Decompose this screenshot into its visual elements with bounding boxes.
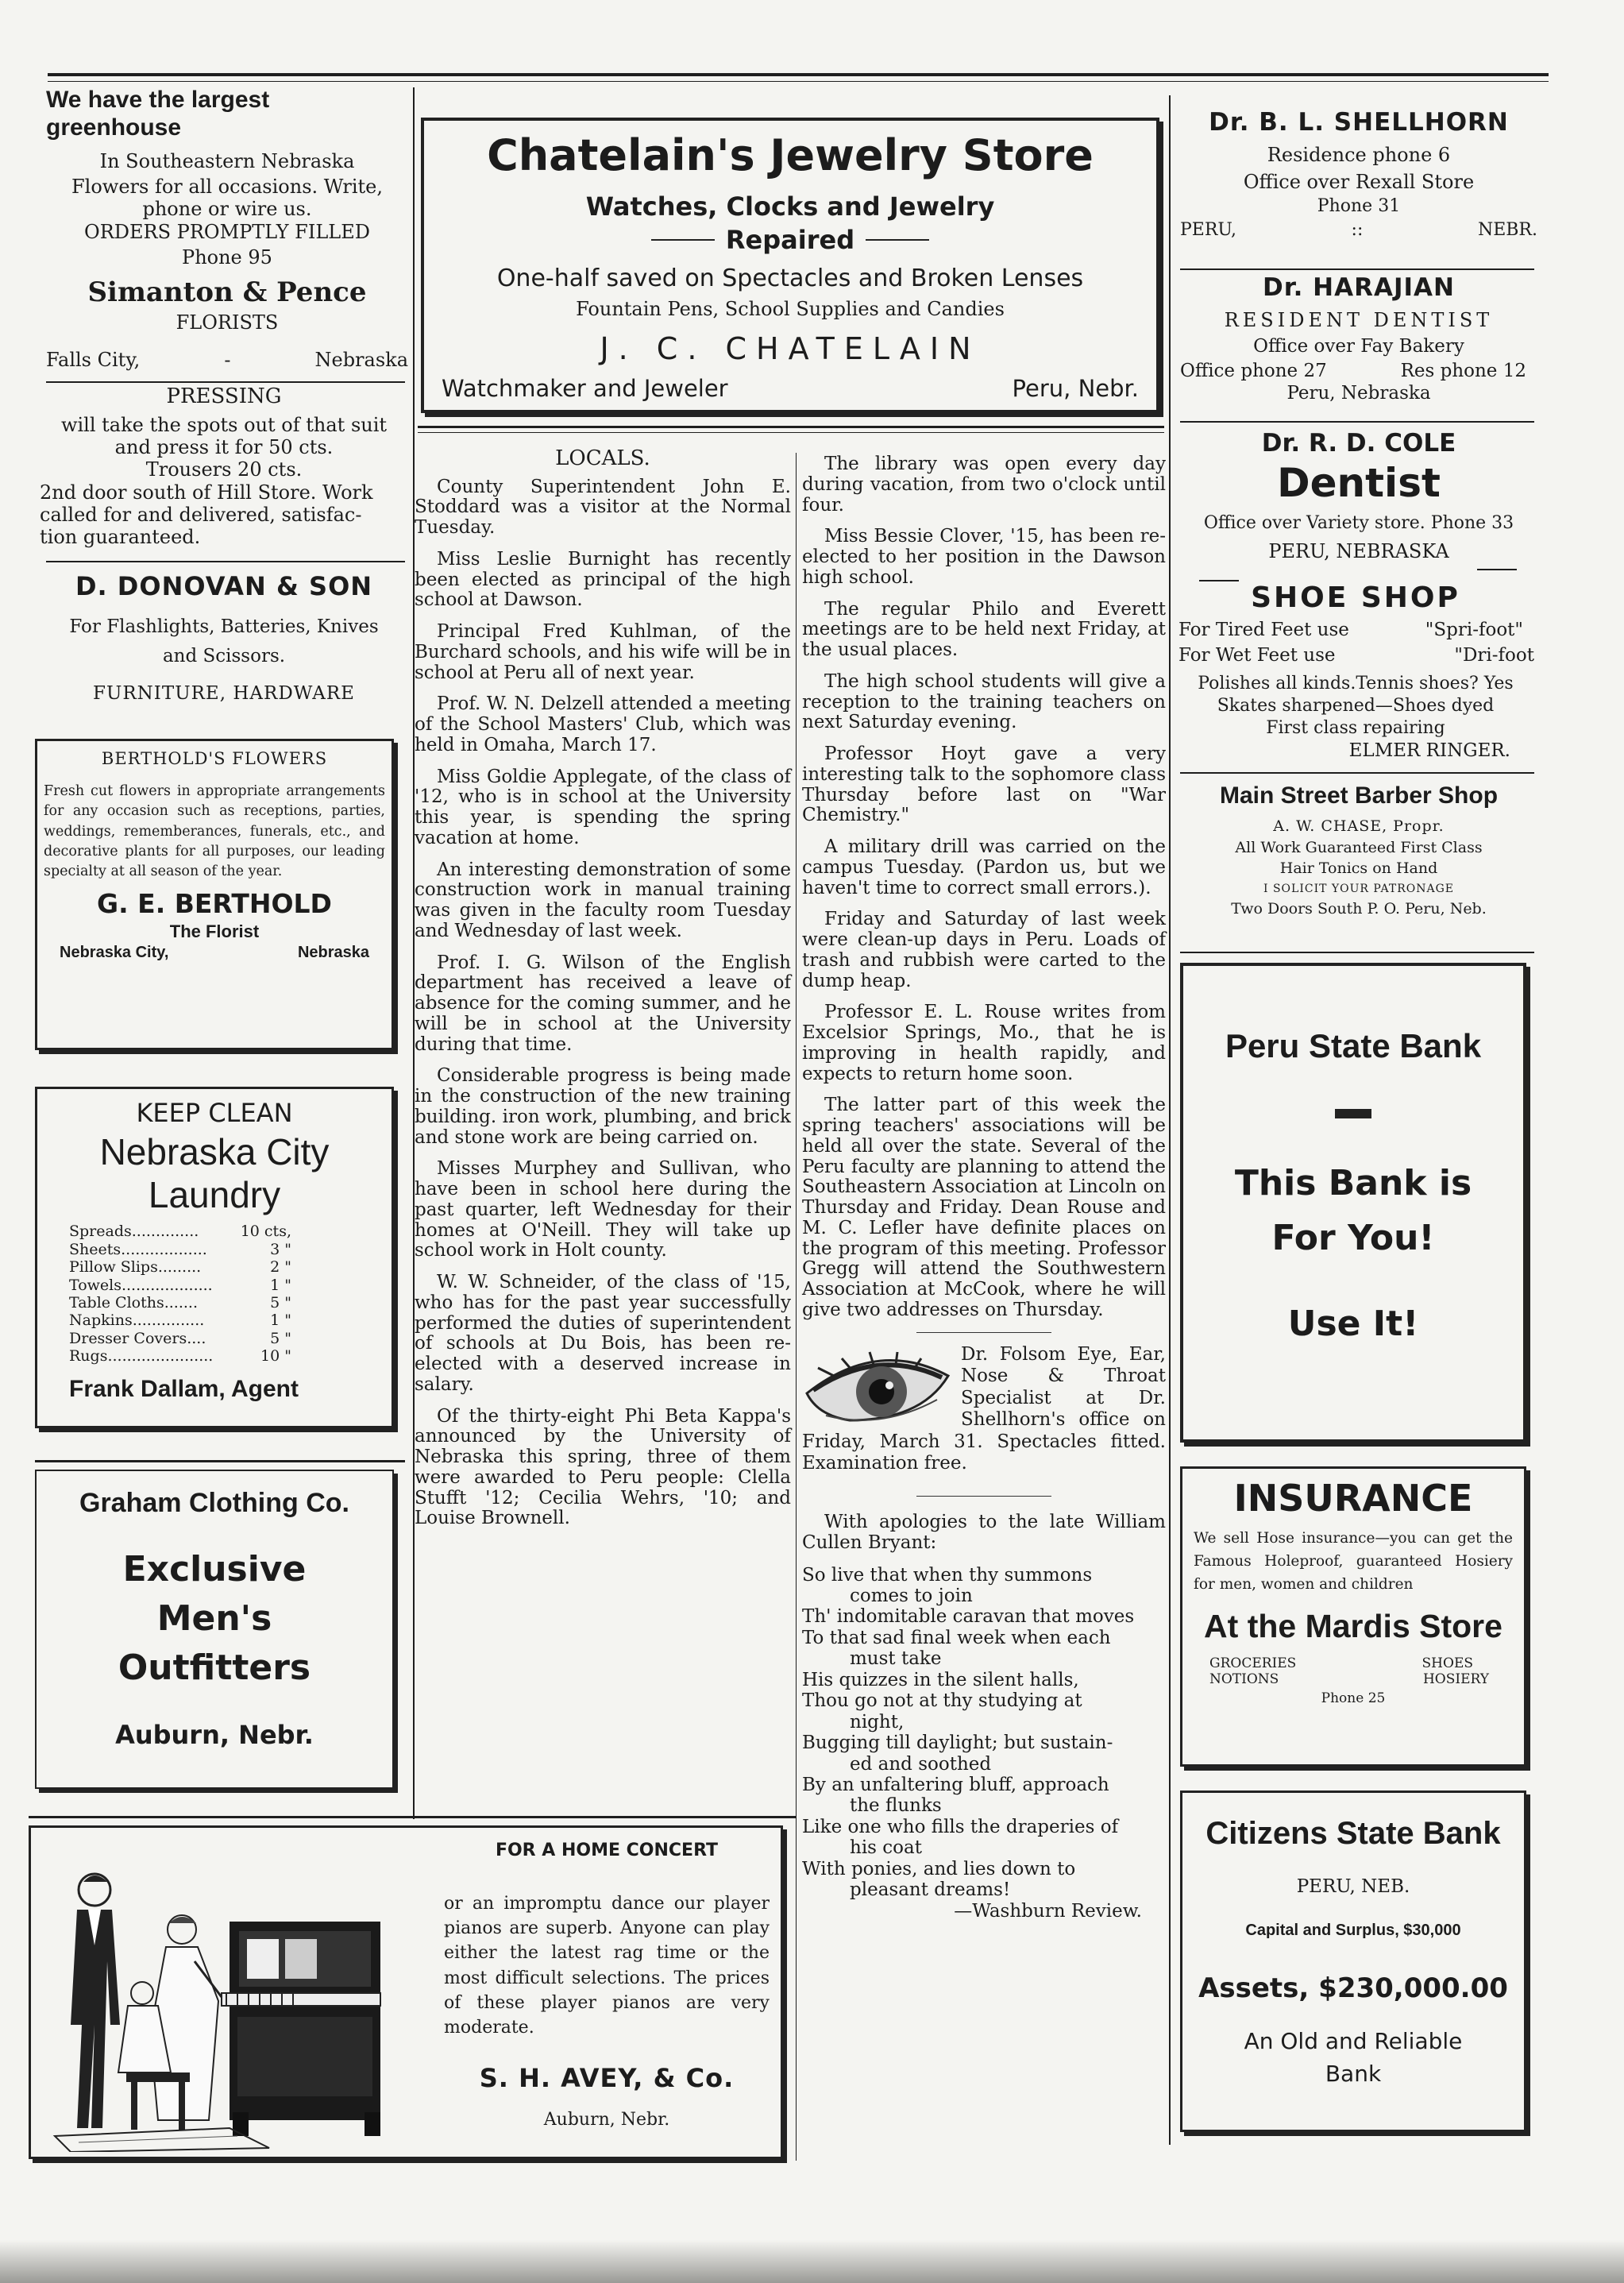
- harajian-res-phone: Res phone 12: [1400, 361, 1526, 382]
- laundry-item-label: Pillow Slips.........: [69, 1258, 202, 1277]
- harajian-role: RESIDENT DENTIST: [1224, 308, 1494, 331]
- concert-town: Auburn, Nebr.: [543, 2110, 670, 2130]
- folsom-text: Dr. Folsom Eye, Ear, Nose & Throat Specialist at Dr. Shellhorn's office on Friday, March 31. Spectacles fitted. Examination free.: [802, 1343, 1166, 1474]
- graham-ad: [35, 1470, 394, 1789]
- peru-bank-line: For You!: [1271, 1218, 1435, 1259]
- poem-divider: [916, 1496, 1051, 1497]
- chatelain-line: Fountain Pens, School Supplies and Candies: [576, 297, 1005, 320]
- concert-title: FOR A HOME CONCERT: [495, 1841, 719, 1860]
- berthold-body: Fresh cut flowers in appropriate arrangements for any occasion such as receptions, parties, weddings, rememberances, funerals, etc., and decorative plants for all purposes, our leading specialty at all season of the year.: [44, 782, 385, 880]
- laundry-item-label: Towels...................: [69, 1276, 213, 1294]
- locals-col-1: [415, 446, 791, 1540]
- insurance-item: NOTIONS: [1209, 1671, 1279, 1687]
- poem-line: his coat: [850, 1837, 922, 1859]
- poem-line: With ponies, and lies down to: [802, 1858, 1076, 1879]
- laundry-item-price: 1 ": [270, 1276, 291, 1294]
- insurance-item: GROCERIES: [1209, 1655, 1297, 1671]
- harajian-office-phone: Office phone 27: [1180, 361, 1327, 382]
- poem-line: night,: [850, 1711, 905, 1733]
- local-item: Misses Murphey and Sullivan, who have been in school here during the past quarter, left Wednesday for their homes at O'Neill. They will take up school work in Holt county.: [415, 1158, 791, 1261]
- greenhouse-firm: Simanton & Pence: [87, 276, 367, 309]
- eye-icon: [802, 1344, 953, 1431]
- poem-line: Like one who fills the draperies of: [802, 1816, 1119, 1837]
- poem-line: pleasant dreams!: [850, 1879, 1011, 1901]
- poem-line: By an unfaltering bluff, approach: [802, 1774, 1109, 1795]
- poem-credit: —Washburn Review.: [954, 1900, 1142, 1922]
- insurance-item: SHOES: [1421, 1655, 1473, 1671]
- chatelain-sub: Watches, Clocks and Jewelry: [585, 191, 995, 222]
- chatelain-title: Chatelain's Jewelry Store: [487, 130, 1094, 180]
- shoe-shop-title: SHOE SHOP: [1251, 581, 1460, 614]
- laundry-item-label: Rugs......................: [69, 1347, 214, 1366]
- poem: [802, 1565, 1166, 1922]
- pressing-line: and press it for 50 cts.: [114, 435, 334, 458]
- shellhorn-sep: ::: [1351, 220, 1364, 241]
- local-item: County Superintendent John E. Stoddard was a visitor at the Normal Tuesday.: [415, 476, 791, 539]
- shoe-shop-ad: [1177, 581, 1534, 762]
- berthold-town: Nebraska City,: [60, 943, 169, 961]
- piano-illustration: [39, 1834, 388, 2152]
- local-item: Miss Leslie Burnight has recently been elected as principal of the high school at Dawson.: [415, 548, 791, 611]
- local-item: Miss Goldie Applegate, of the class of '12, who is in school at the University this year, is spending the spring vacation at home.: [415, 766, 791, 848]
- citizens-bank-name: Citizens State Bank: [1205, 1816, 1501, 1851]
- poem-intro: With apologies to the late William Cullen Bryant:: [802, 1512, 1166, 1553]
- shellhorn-name: Dr. B. L. SHELLHORN: [1209, 108, 1509, 137]
- greenhouse-line: phone or wire us.: [142, 198, 312, 221]
- left-divider: [46, 561, 405, 562]
- berthold-state: Nebraska: [297, 943, 369, 961]
- local-item: Of the thirty-eight Phi Beta Kappa's announced by the University of Nebraska this spring, three of them were awarded to Peru people: Clella Stufft '12; Cecilia Wehrs, '10; and Louise Brownell.: [415, 1405, 791, 1529]
- right-column-divider: [1169, 95, 1171, 2145]
- berthold-ad: [35, 739, 394, 1050]
- locals-heading: LOCALS.: [555, 446, 650, 470]
- laundry-item-label: Spreads..............: [69, 1223, 199, 1241]
- barber-line: I SOLICIT YOUR PATRONAGE: [1263, 882, 1454, 895]
- insurance-body: We sell Hose insurance—you can get the Famous Holeproof, guaranteed Hosiery for men, women and children: [1194, 1530, 1513, 1593]
- shoe-product: "Spri-foot": [1425, 620, 1523, 641]
- laundry-name: Laundry: [148, 1174, 281, 1216]
- cole-town: PERU, NEBRASKA: [1268, 539, 1449, 562]
- laundry-item-price: 3 ": [270, 1240, 291, 1258]
- citizens-bank-line: Bank: [1325, 2061, 1382, 2088]
- top-rule-thin: [48, 81, 1549, 82]
- peru-bank-ad: [1180, 963, 1526, 1443]
- insurance-phone: Phone 25: [1321, 1690, 1386, 1706]
- shoe-line: For Wet Feet use: [1178, 645, 1336, 666]
- laundry-item-price: 1 ": [270, 1311, 291, 1330]
- insurance-store: At the Mardis Store: [1204, 1608, 1502, 1645]
- peru-bank-line: Use It!: [1287, 1304, 1419, 1345]
- local-item: The latter part of this week the spring teachers' associations will be held all over the state. Several of the Peru faculty are planning to attend the Southeastern Association at Lincoln on Thursday and Friday. Dean Rouse and M. C. Lefler have definite places on the program of this meeting. Professor Gregg will attend the Southwestern Association at McCook, where he will give two addresses on Thursday.: [802, 1095, 1166, 1320]
- donovan-line: and Scissors.: [162, 645, 286, 666]
- chatelain-town: Peru, Nebr.: [1012, 375, 1139, 402]
- rule-dash: [651, 239, 715, 241]
- barber-line: Two Doors South P. O. Peru, Neb.: [1231, 900, 1487, 918]
- top-rule: [48, 73, 1549, 76]
- greenhouse-line: ORDERS PROMPTLY FILLED: [84, 220, 370, 243]
- shellhorn-line: Residence phone 6: [1267, 143, 1451, 166]
- pressing-title: PRESSING: [166, 384, 282, 408]
- shoe-line: Polishes all kinds.Tennis shoes? Yes: [1198, 674, 1514, 694]
- laundry-item-price: 5 ": [270, 1293, 291, 1311]
- harajian-town: Peru, Nebraska: [1286, 383, 1431, 404]
- folsom-divider: [916, 1332, 1051, 1333]
- citizens-bank-ad: [1180, 1790, 1526, 2132]
- chatelain-underline-thin: [418, 432, 1164, 433]
- local-item: Friday and Saturday of last week were clean-up days in Peru. Loads of trash and rubbish were carted to the dump heap.: [802, 909, 1166, 991]
- concert-body: or an impromptu dance our player pianos are superb. Anyone can play either the latest rag time or the most difficult selections. The prices of these player pianos are very moderate.: [444, 1893, 770, 2038]
- local-item: Considerable progress is being made in the construction of the new training building. iron work, plumbing, and brick and stone work are being carried on.: [415, 1065, 791, 1148]
- folsom-ad: [802, 1344, 1166, 1476]
- graham-town: Auburn, Nebr.: [115, 1719, 314, 1750]
- citizens-bank-assets: Assets, $230,000.00: [1198, 1972, 1508, 2004]
- shoe-owner: ELMER RINGER.: [1348, 740, 1510, 762]
- greenhouse-line: Phone 95: [182, 246, 272, 269]
- laundry-item-price: 10 cts,: [240, 1223, 291, 1241]
- locals-column-divider: [796, 453, 797, 2161]
- peru-bank-name: Peru State Bank: [1225, 1027, 1482, 1064]
- shoe-line: First class repairing: [1266, 718, 1445, 739]
- barber-ad: [1180, 782, 1537, 918]
- right-divider: [1180, 421, 1534, 423]
- concert-ad: [29, 1825, 783, 2159]
- insurance-title: INSURANCE: [1233, 1477, 1473, 1520]
- poem-line: Thou go not at thy studying at: [802, 1690, 1082, 1712]
- laundry-price-list: [69, 1223, 291, 1365]
- greenhouse-state: Nebraska: [314, 348, 408, 371]
- local-item: Professor E. L. Rouse writes from Excelsior Springs, Mo., that he is improving in health rapidly, and expects to return home soon.: [802, 1002, 1166, 1084]
- local-item: Professor Hoyt gave a very interesting talk to the sophomore class Thursday before last on "War Chemistry.": [802, 744, 1166, 826]
- cole-line: Office over Variety store. Phone 33: [1203, 512, 1514, 533]
- page-bottom-edge: [0, 2240, 1624, 2283]
- peru-bank-line: This Bank is: [1234, 1162, 1472, 1203]
- poem-line: comes to join: [850, 1586, 973, 1606]
- local-item: An interesting demonstration of some construction work in manual training was given in the faculty room Tuesday and Wednesday of last week.: [415, 859, 791, 941]
- graham-line: Exclusive: [122, 1549, 307, 1590]
- pressing-ad: [40, 384, 408, 549]
- chatelain-name: J. C. CHATELAIN: [600, 331, 981, 367]
- shellhorn-town: PERU,: [1180, 220, 1236, 241]
- local-item: The library was open every day during vacation, from two o'clock until four.: [802, 454, 1166, 516]
- graham-line: Outfitters: [118, 1647, 311, 1688]
- left-divider: [35, 1460, 405, 1462]
- insurance-item: HOSIERY: [1422, 1671, 1489, 1687]
- donovan-line: FURNITURE, HARDWARE: [93, 683, 355, 704]
- greenhouse-ad: We have the largest greenhouse In Southeastern Nebraska Flowers for all occasions. Write, phone or wire us. ORDERS PROMPTLY FILLED Phone 95 Simanton & Pence FLORISTS Falls City, - Nebraska: [46, 87, 408, 371]
- cole-ad: [1180, 429, 1537, 562]
- laundry-kicker: KEEP CLEAN: [136, 1098, 293, 1128]
- concert-top-rule: [29, 1816, 796, 1818]
- donovan-title: D. DONOVAN & SON: [75, 571, 373, 601]
- laundry-item-label: Sheets..................: [69, 1240, 207, 1258]
- shellhorn-line: Office over Rexall Store: [1243, 170, 1475, 193]
- peru-bank-dash: [1335, 1109, 1371, 1118]
- poem-line: Bugging till daylight; but sustain-: [802, 1733, 1113, 1754]
- local-item: The high school students will give a reception to the training teachers on next Saturday evening.: [802, 670, 1166, 733]
- laundry-item-label: Napkins...............: [69, 1311, 205, 1330]
- laundry-agent: Frank Dallam, Agent: [69, 1375, 299, 1402]
- pressing-line: 2nd door south of Hill Store. Work: [40, 481, 373, 504]
- pressing-line: will take the spots out of that suit: [60, 413, 388, 436]
- laundry-item-label: Table Cloths.......: [69, 1293, 199, 1311]
- donovan-line: For Flashlights, Batteries, Knives: [69, 616, 379, 637]
- citizens-bank-capital: Capital and Surplus, $30,000: [1245, 1922, 1461, 1940]
- chatelain-role: Watchmaker and Jeweler: [442, 375, 728, 402]
- barber-line: Hair Tonics on Hand: [1279, 860, 1438, 878]
- local-item: The regular Philo and Everett meetings are to be held next Friday, at the usual places.: [802, 598, 1166, 660]
- berthold-name: G. E. BERTHOLD: [97, 887, 332, 919]
- local-item: A military drill was carried on the campus Tuesday. (Pardon us, but we haven't time to correct small errors.).: [802, 836, 1166, 898]
- local-item: Prof. W. N. Delzell attended a meeting of the School Masters' Club, which was held in Omaha, March 17.: [415, 693, 791, 755]
- local-item: Miss Bessie Clover, '15, has been re-elected to her position in the Dawson high school.: [802, 526, 1166, 588]
- shoe-line: For Tired Feet use: [1178, 620, 1349, 641]
- chatelain-repaired: Repaired: [725, 225, 855, 256]
- right-divider: [1180, 268, 1534, 270]
- chatelain-line: One-half saved on Spectacles and Broken Lenses: [496, 265, 1084, 293]
- laundry-name: Nebraska City: [99, 1130, 330, 1172]
- locals-col-2: [802, 454, 1166, 1922]
- graham-name: Graham Clothing Co.: [79, 1488, 349, 1518]
- cole-name: Dr. R. D. COLE: [1261, 429, 1456, 458]
- berthold-sub: The Florist: [169, 921, 260, 941]
- harajian-ad: [1180, 273, 1537, 404]
- local-item: Prof. I. G. Wilson of the English department has received a leave of absence for the coming summer, and he will be in school at the University during that time.: [415, 952, 791, 1055]
- laundry-item-price: 5 ": [270, 1329, 291, 1347]
- greenhouse-headline: We have the largest greenhouse: [46, 87, 270, 141]
- poem-line: His quizzes in the silent halls,: [802, 1669, 1079, 1690]
- shellhorn-state: NEBR.: [1477, 220, 1537, 241]
- berthold-title: BERTHOLD'S FLOWERS: [101, 749, 328, 768]
- citizens-bank-town: PERU, NEB.: [1296, 1876, 1410, 1898]
- laundry-ad: [35, 1087, 394, 1428]
- pressing-line: called for and delivered, satisfac-: [40, 503, 362, 526]
- cole-role: Dentist: [1277, 459, 1441, 506]
- barber-title: Main Street Barber Shop: [1219, 782, 1499, 809]
- right-divider: [1180, 952, 1534, 953]
- poem-line: So live that when thy summons: [802, 1564, 1093, 1586]
- shoe-product: "Dri-foot: [1454, 645, 1534, 666]
- right-divider: [1180, 772, 1534, 774]
- poem-line: must take: [850, 1648, 942, 1670]
- greenhouse-line: In Southeastern Nebraska: [99, 149, 355, 172]
- harajian-line: Office over Fay Bakery: [1253, 335, 1464, 357]
- shellhorn-line: Phone 31: [1317, 196, 1401, 217]
- poem-line: To that sad final week when each: [802, 1627, 1111, 1648]
- local-item: W. W. Schneider, of the class of '15, who has for the past year successfully performed the duties of superintendent of schools at Du Bois, has been re-elected with a deserved increase in salary.: [415, 1272, 791, 1395]
- pressing-line: Trousers 20 cts.: [145, 458, 303, 481]
- donovan-ad: [40, 572, 408, 705]
- poem-line: ed and soothed: [850, 1753, 992, 1775]
- barber-line: A. W. CHASE, Propr.: [1273, 817, 1445, 836]
- graham-line: Men's: [156, 1598, 272, 1640]
- insurance-ad: [1180, 1466, 1526, 1767]
- left-divider: [46, 381, 405, 383]
- citizens-bank-line: An Old and Reliable: [1244, 2028, 1463, 2055]
- chatelain-underline: [418, 426, 1164, 428]
- barber-line: All Work Guaranteed First Class: [1235, 838, 1483, 856]
- poem-line: Th' indomitable caravan that moves: [802, 1606, 1135, 1628]
- poem-line: the flunks: [850, 1795, 942, 1817]
- pressing-line: tion guaranteed.: [40, 526, 201, 549]
- chatelain-ad: [421, 118, 1159, 413]
- shoe-line: Skates sharpened—Shoes dyed: [1217, 696, 1495, 717]
- shellhorn-ad: [1180, 108, 1537, 240]
- greenhouse-trade: FLORISTS: [176, 311, 279, 334]
- laundry-item-label: Dresser Covers....: [69, 1329, 206, 1347]
- right-divider-short: [1477, 569, 1517, 570]
- local-item: Principal Fred Kuhlman, of the Burchard schools, and his wife will be in school at Peru all of next year.: [415, 621, 791, 683]
- laundry-item-price: 10 ": [260, 1347, 291, 1366]
- harajian-name: Dr. HARAJIAN: [1263, 273, 1455, 302]
- laundry-item-price: 2 ": [270, 1258, 291, 1277]
- concert-name: S. H. AVEY, & Co.: [479, 2063, 735, 2094]
- concert-text: [444, 1841, 770, 2130]
- greenhouse-town: Falls City,: [46, 348, 141, 371]
- rule-dash: [866, 239, 929, 241]
- greenhouse-line: Flowers for all occasions. Write,: [71, 176, 383, 199]
